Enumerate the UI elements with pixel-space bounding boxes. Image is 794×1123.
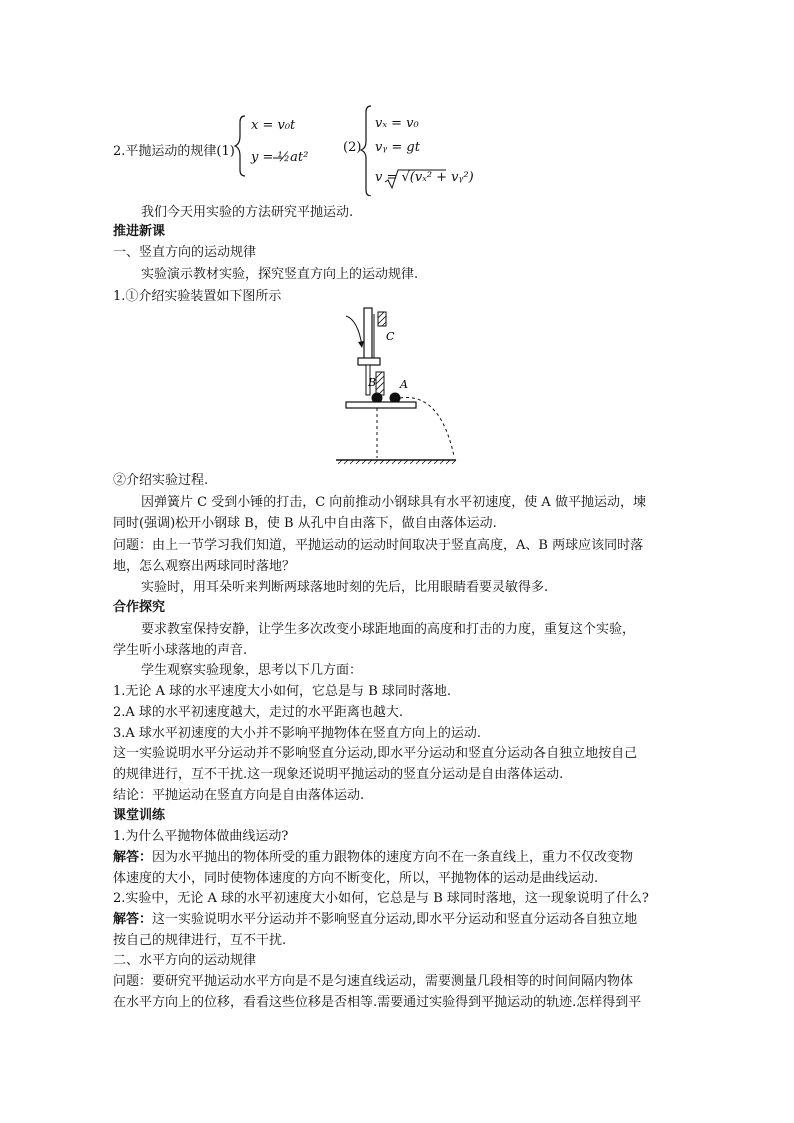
intro-text: 我们今天用实验的方法研究平抛运动. <box>141 205 354 220</box>
process-line-2: 同时(强调)松开小钢球 B，使 B 从孔中自由落下，做自由落体运动. <box>113 516 497 531</box>
answer2-line-2: 按自己的规律进行，互不干扰. <box>113 933 287 948</box>
heading-part1: 一、竖直方向的运动规律 <box>113 245 257 260</box>
step1-text: 1.①介绍实验装置如下图所示 <box>113 289 282 304</box>
formula-x: x = v₀t <box>251 118 296 133</box>
question2-line-1: 问题：要研究平抛运动水平方向是不是匀速直线运动，需要测量几段相等的时间间隔内物体 <box>113 974 634 989</box>
heading-class-training: 课堂训练 <box>113 808 166 823</box>
label-b: B <box>368 376 377 389</box>
answer2-line-1 <box>113 910 637 929</box>
label-a: A <box>400 378 408 391</box>
training-question-2: 2.实验中，无论 A 球的水平初速度大小如何，它总是与 B 球同时落地，这一现象说明了什么? <box>113 891 649 906</box>
projectile-formula-block <box>113 104 513 196</box>
step2-text: ②介绍实验过程. <box>113 473 209 488</box>
answer2-label: 解答： <box>113 912 153 927</box>
observation-2: 2.A 球的水平初速度越大，走过的水平距离也越大. <box>113 705 404 720</box>
heading-cooperation: 合作探究 <box>113 600 166 615</box>
observation-1: 1.无论 A 球的水平速度大小如何，它总是与 B 球同时落地. <box>113 684 452 699</box>
formula-part2-label: (2) <box>343 140 362 155</box>
answer1-line-1 <box>113 848 633 867</box>
ear-method-text: 实验时，用耳朵听来判断两球落地时刻的先后，比用眼睛看要灵敏得多. <box>141 580 549 595</box>
observation-3: 3.A 球水平初速度的大小并不影响平抛物体在竖直方向上的运动. <box>113 726 482 741</box>
heading-new-lesson: 推进新课 <box>113 224 166 239</box>
formula-v: v = √(vₓ² + vᵧ²) <box>375 170 474 185</box>
conclusion-text: 结论：平抛运动在竖直方向是自由落体运动. <box>113 788 365 803</box>
answer1-text: 因为水平抛出的物体所受的重力跟物体的速度方向不在一条直线上，重力不仅改变物 <box>152 850 634 865</box>
question1-line-2: 地，怎么观察出两球同时落地？ <box>113 559 296 574</box>
question1-line-1: 问题：由上一节学习我们知道，平抛运动的运动时间取决于竖直高度，A、B 两球应该同时落 <box>113 538 644 553</box>
question2-line-2: 在水平方向上的位移，看看这些位移是否相等.需要通过实验得到平抛运动的轨迹.怎样得到平 <box>113 995 642 1010</box>
requirement-line-2: 学生听小球落地的声音. <box>113 643 248 658</box>
demo-text: 实验演示教材实验，探究竖直方向上的运动规律. <box>141 267 419 282</box>
experiment-apparatus-figure <box>330 304 470 466</box>
heading-part2: 二、水平方向的运动规律 <box>113 953 257 968</box>
formula-label: 2.平抛运动的规律(1) <box>113 144 235 159</box>
explanation-line-1: 这一实验说明水平分运动并不影响竖直分运动,即水平分运动和竖直分运动各自独立地按自己 <box>113 746 638 761</box>
formula-y: y = ½at² <box>251 150 309 165</box>
requirement-line-1: 要求教室保持安静，让学生多次改变小球距地面的高度和打击的力度，重复这个实验， <box>141 622 636 637</box>
formula-vx: vₓ = v₀ <box>375 116 419 131</box>
answer2-text: 这一实验说明水平分运动并不影响竖直分运动,即水平分运动和竖直分运动各自独立地 <box>152 912 638 927</box>
label-c: C <box>386 330 395 343</box>
answer1-label: 解答： <box>113 850 153 865</box>
answer1-line-2: 体速度的大小，同时使物体速度的方向不断变化，所以，平抛物体的运动是曲线运动. <box>113 871 599 886</box>
observe-intro: 学生观察实验现象，思考以下几方面： <box>141 663 363 678</box>
formula-vy: vᵧ = gt <box>375 140 420 155</box>
explanation-line-2: 的规律进行，互不干扰.这一现象还说明平抛运动的竖直分运动是自由落体运动. <box>113 767 564 782</box>
process-line-1: 因弹簧片 C 受到小锤的打击，C 向前推动小钢球具有水平初速度，使 A 做平抛运动，堜 <box>141 495 646 510</box>
training-question-1: 1.为什么平抛物体做曲线运动? <box>113 829 289 844</box>
